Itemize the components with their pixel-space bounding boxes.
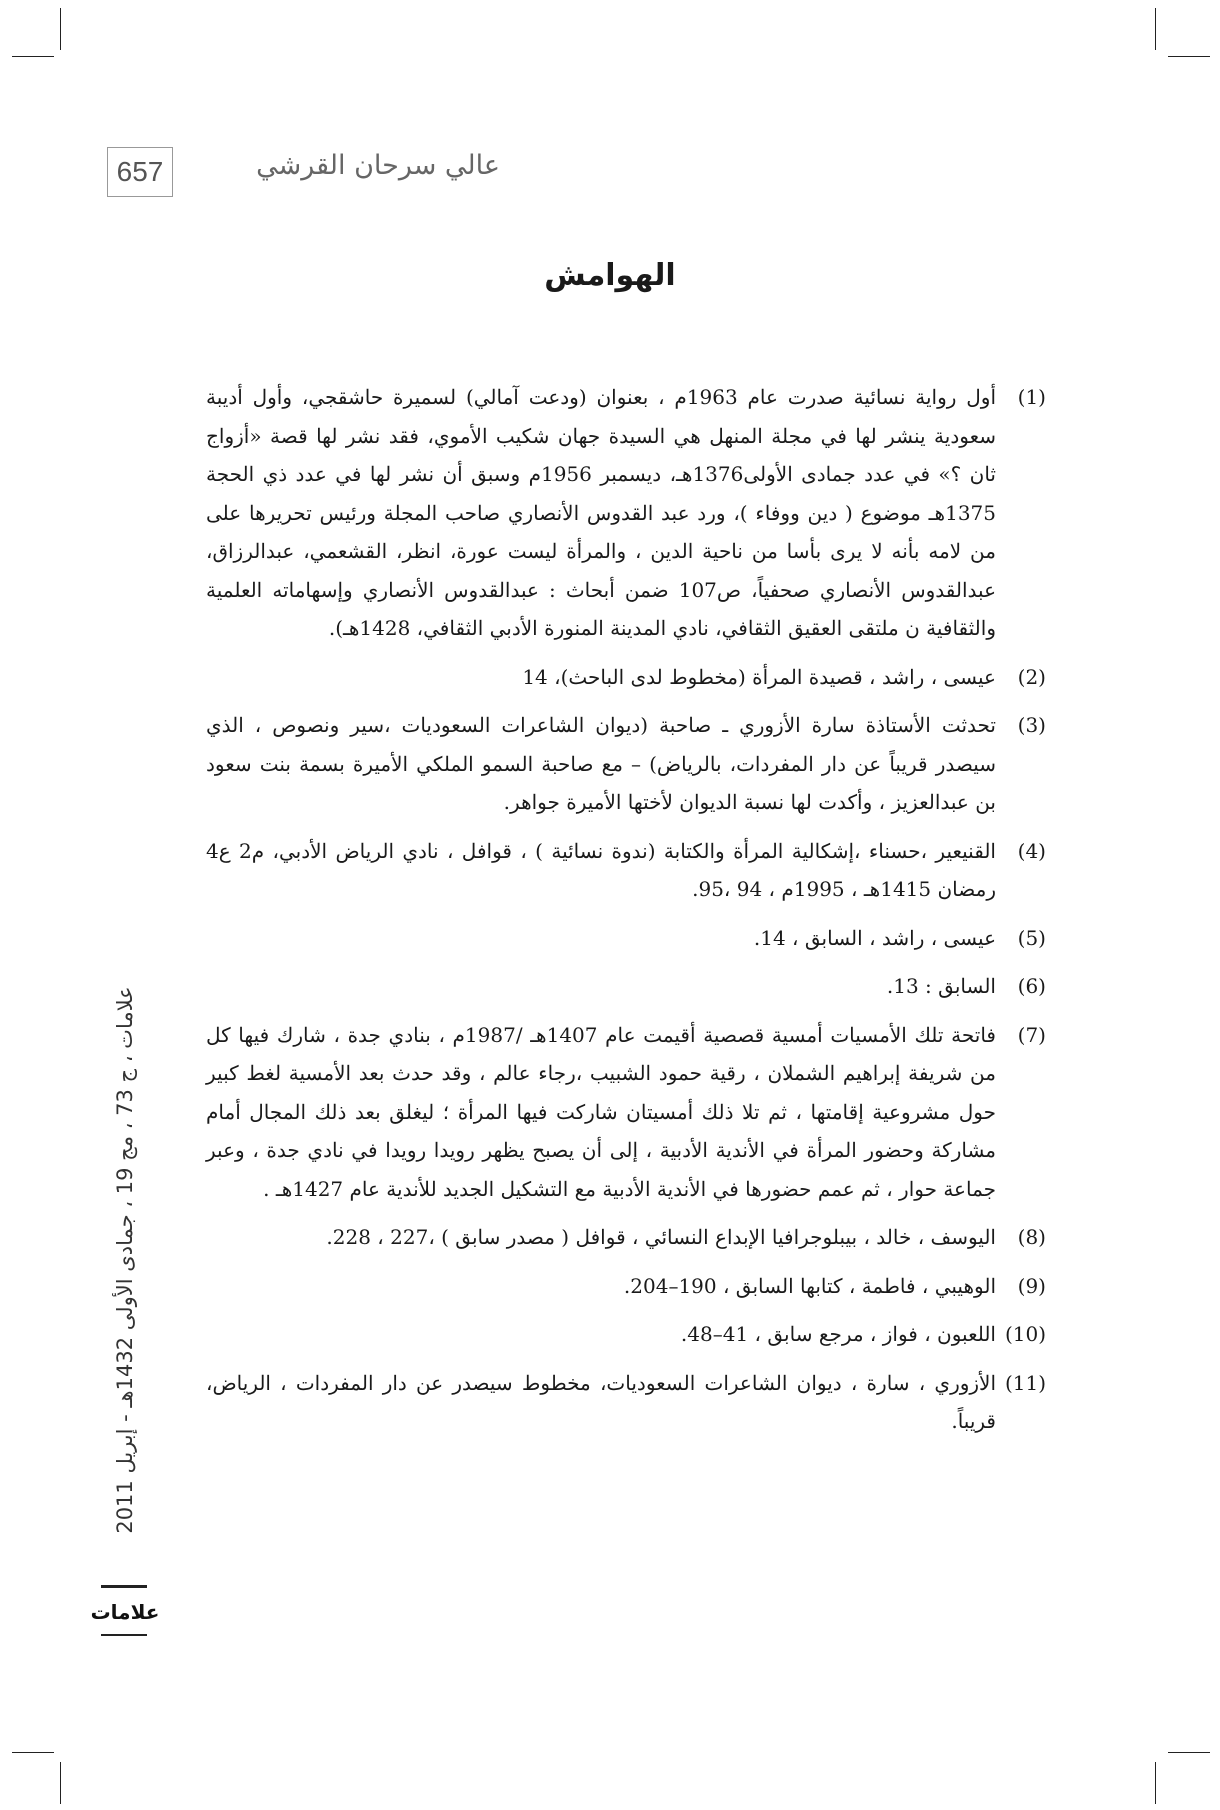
crop-mark xyxy=(1155,1762,1156,1804)
footnote-number: (10) xyxy=(1004,1322,1046,1346)
journal-issue-info: علامات ، ج 73 ، مج 19 ، جمادى الأولى 1432هـ - إبريل 2011 xyxy=(113,986,137,1534)
crop-mark xyxy=(12,56,54,57)
crop-mark xyxy=(60,1762,61,1804)
footnote-number: (3) xyxy=(1017,713,1046,737)
footnote-text: الوهيبي ، فاطمة ، كتابها السابق ، 190–204. xyxy=(623,1273,996,1298)
journal-side-banner xyxy=(100,930,150,1590)
footnote-item xyxy=(206,919,1046,958)
footnote-text: اليوسف ، خالد ، بيبلوجرافيا الإبداع النسائي ، قوافل ( مصدر سابق ) ،227 ، 228. xyxy=(326,1225,996,1249)
footnote-number: (11) xyxy=(1004,1370,1046,1395)
crop-mark xyxy=(1155,8,1156,50)
footnotes-list xyxy=(206,378,1046,1451)
crop-mark xyxy=(60,8,61,50)
crop-mark xyxy=(1168,1752,1210,1753)
footnote-text: الأزوري ، سارة ، ديوان الشاعرات السعوديات، مخطوط سيصدر عن دار المفردات ، الرياض، قريباً. xyxy=(206,1370,997,1433)
footnote-number: (7) xyxy=(1017,1022,1046,1047)
footnote-item xyxy=(206,1364,1046,1441)
footnote-text: فاتحة تلك الأمسيات أمسية قصصية أقيمت عام 1407هـ /1987م ، بنادي جدة ، شارك فيها كل من شريفة إبراهيم الشملان ، رقية حمود الشبيب ،رجاء عالم ، وقد حدث بعد الأمسية لغط كبير حول مشروعية إقامتها ، ثم تلا ذلك أمسيتان شاركت فيها المرأة ؛ ليغلق بعد ذلك المجال أمام مشاركة وحضور المرأة في الأندية الأدبية ، إلى أن يصبح يظهر رويدا رويدا في نادي جدة ، وعبر جماعة حوار ، ثم عمم حضورها في الأندية الأدبية مع التشكيل الجديد للأندية عام 1427هـ . xyxy=(206,1022,996,1201)
footnote-item xyxy=(206,832,1046,909)
footnote-number: (5) xyxy=(1017,925,1046,950)
banner-separator xyxy=(101,1585,147,1588)
page-title: الهوامش xyxy=(544,258,676,293)
footnote-text: السابق : 13. xyxy=(886,974,996,998)
footnote-number: (8) xyxy=(1017,1225,1046,1249)
footnote-number: (4) xyxy=(1017,838,1046,863)
footnote-number: (9) xyxy=(1017,1273,1046,1298)
footnote-number: (1) xyxy=(1017,385,1046,409)
footnote-text: القنيعير ،حسناء ،إشكالية المرأة والكتابة (ندوة نسائية ) ، قوافل ، نادي الرياض الأدبي، م2 ع4 رمضان 1415هـ ، 1995م ، 94 ،95. xyxy=(206,838,996,901)
footnote-number: (2) xyxy=(1017,664,1046,689)
footnote-item xyxy=(206,378,1046,648)
page-number: 657 xyxy=(107,147,173,197)
logo-underline xyxy=(101,1634,147,1636)
footnote-number: (6) xyxy=(1017,974,1046,998)
footnote-text: اللعبون ، فواز ، مرجع سابق ، 41–48. xyxy=(680,1322,996,1346)
running-header-author: عالي سرحان القرشي xyxy=(256,150,500,181)
footnote-item xyxy=(206,706,1046,822)
footnote-item xyxy=(206,1267,1046,1306)
crop-mark xyxy=(1168,56,1210,57)
footnote-item xyxy=(206,967,1046,1006)
footnote-text: أول رواية نسائية صدرت عام 1963م ، بعنوان (ودعت آمالي) لسميرة حاشقجي، وأول أديبة سعودية ينشر لها في مجلة المنهل هي السيدة جهان شكيب الأموي، فقد نشر لها قصة «أزواج ثان ؟» في عدد جمادى الأولى1376هـ، ديسمبر 1956م وسبق أن نشر لها في عدد ذي الحجة 1375هـ موضوع ( دين ووفاء )، ورد عبد القدوس الأنصاري صاحب المجلة ورئيس تحريرها على من لامه بأنه لا يرى بأسا من ناحية الدين ، والمرأة ليست عورة، انظر، القشعمي، عبدالرزاق، عبدالقدوس الأنصاري صحفياً، ص107 ضمن أبحاث : عبدالقدوس الأنصاري وإسهاماته العلمية والثقافية ن ملتقى العقيق الثقافي، نادي المدينة المنورة الأدبي الثقافي، 1428هـ). xyxy=(206,385,996,640)
crop-mark xyxy=(12,1752,54,1753)
footnote-text: عيسى ، راشد ، قصيدة المرأة (مخطوط لدى الباحث)، 14 xyxy=(522,664,996,689)
journal-logo: علامات xyxy=(90,1600,160,1624)
footnote-item xyxy=(206,1016,1046,1209)
footnote-item xyxy=(206,658,1046,697)
footnote-text: عيسى ، راشد ، السابق ، 14. xyxy=(753,925,996,950)
footnote-text: تحدثت الأستاذة سارة الأزوري ـ صاحبة (ديوان الشاعرات السعوديات ،سير ونصوص ، الذي سيصدر قريباً عن دار المفردات، بالرياض) – مع صاحبة السمو الملكي الأميرة بسمة بنت سعود بن عبدالعزيز ، وأكدت لها نسبة الديوان لأختها الأميرة جواهر. xyxy=(206,713,996,814)
footnote-item xyxy=(206,1218,1046,1257)
footnote-item xyxy=(206,1315,1046,1354)
